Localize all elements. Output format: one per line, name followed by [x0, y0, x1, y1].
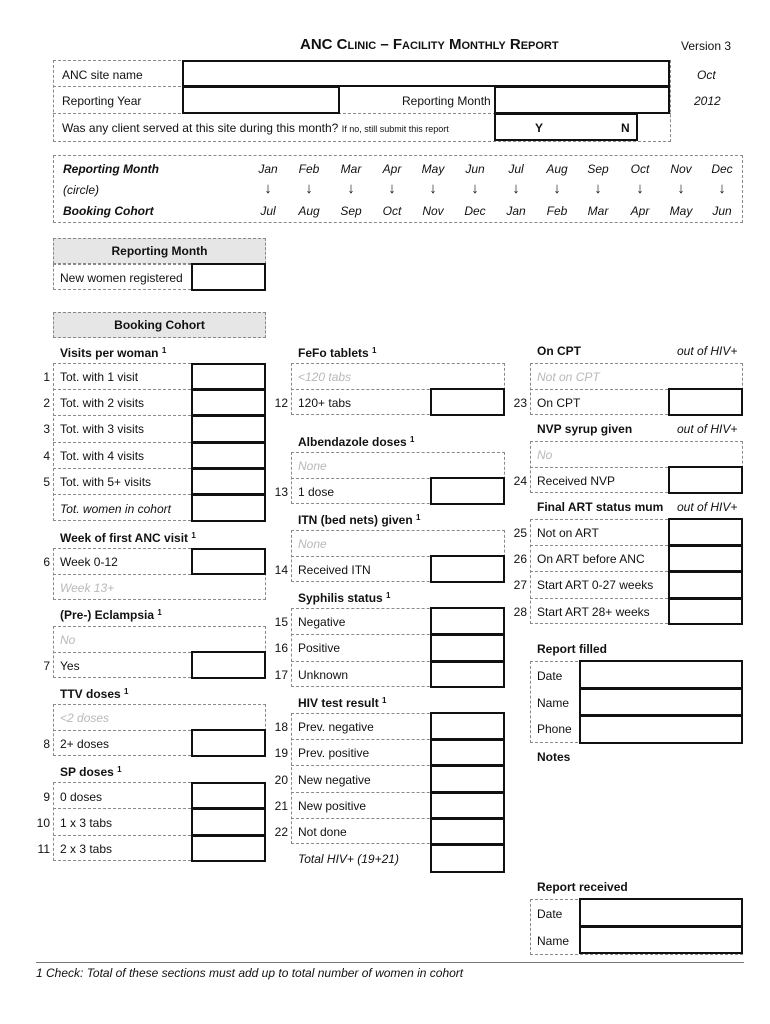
down-arrow-icon: ↓ [553, 180, 561, 197]
reporting-month-field[interactable] [494, 86, 670, 114]
albendazole-title: Albendazole doses $^1$ [298, 435, 415, 449]
down-arrow-icon: ↓ [429, 180, 437, 197]
visits-title: Visits per woman $^1$ [60, 346, 167, 360]
client-served-field[interactable] [494, 113, 638, 141]
visit-num-2: 2 [43, 396, 50, 410]
ttv-plus-label: 2+ doses [60, 737, 110, 751]
reporting-month-feb[interactable]: Feb [298, 162, 320, 176]
total-women-label: Tot. women in cohort [60, 502, 171, 516]
cohort-row-booking-cohort: Booking Cohort [63, 204, 154, 218]
fefo-plus-field[interactable] [430, 388, 505, 416]
visit-field-2[interactable] [191, 389, 266, 416]
visit-label-3: Tot. with 3 visits [60, 422, 145, 436]
reporting-month-sep[interactable]: Sep [587, 162, 609, 176]
nvp-num: 24 [513, 474, 527, 488]
reporting-month-nov[interactable]: Nov [670, 162, 692, 176]
down-arrow-icon: ↓ [718, 180, 726, 197]
art-num-2: 26 [513, 552, 527, 566]
nvp-out-of: out of HIV+ [677, 422, 738, 436]
cohort-month-sep: Sep [340, 204, 362, 218]
down-arrow-icon: ↓ [471, 180, 479, 197]
itn-received-field[interactable] [430, 555, 505, 583]
cpt-num: 23 [513, 396, 527, 410]
cohort-row-reporting-month: Reporting Month [63, 162, 159, 176]
hiv-field-1[interactable] [430, 712, 505, 740]
booking-cohort-header: Booking Cohort [53, 312, 266, 338]
new-women-label: New women registered [60, 271, 183, 285]
site-name-field[interactable] [182, 60, 670, 87]
art-field-3[interactable] [668, 571, 743, 599]
fefo-title: FeFo tablets $^1$ [298, 346, 377, 360]
reporting-month-jan[interactable]: Jan [258, 162, 278, 176]
itn-title: ITN (bed nets) given $^1$ [298, 513, 421, 527]
itn-received-label: Received ITN [298, 563, 371, 577]
ttv-plus-field[interactable] [191, 729, 266, 757]
date-year: 2012 [694, 94, 721, 108]
filled-phone-field[interactable] [579, 715, 743, 744]
sp-label-2: 1 x 3 tabs [60, 816, 113, 830]
fefo-num: 12 [274, 396, 288, 410]
syphilis-field-3[interactable] [430, 661, 505, 688]
albendazole-dose-field[interactable] [430, 477, 505, 505]
visit-label-1: Tot. with 1 visit [60, 370, 139, 384]
art-num-3: 27 [513, 578, 527, 592]
sp-num-2: 10 [36, 816, 50, 830]
reporting-year-field[interactable] [182, 86, 340, 114]
reporting-month-oct[interactable]: Oct [630, 162, 650, 176]
cpt-title: On CPT [537, 344, 581, 358]
art-num-1: 25 [513, 526, 527, 540]
down-arrow-icon: ↓ [264, 180, 272, 197]
received-name-label: Name [537, 934, 570, 948]
art-title: Final ART status mum [537, 500, 664, 514]
nvp-received-label: Received NVP [537, 474, 616, 488]
cpt-on-field[interactable] [668, 388, 743, 416]
hiv-num-2: 19 [274, 746, 288, 760]
sp-label-3: 2 x 3 tabs [60, 842, 113, 856]
hiv-title: HIV test result $^1$ [298, 696, 387, 710]
ttv-title: TTV doses $^1$ [60, 687, 129, 701]
sp-label-1: 0 doses [60, 790, 103, 804]
cohort-month-aug: Aug [298, 204, 320, 218]
visit-label-4: Tot. with 4 visits [60, 449, 145, 463]
reporting-month-jul[interactable]: Jul [508, 162, 524, 176]
albendazole-num: 13 [274, 485, 288, 499]
reporting-month-aug[interactable]: Aug [546, 162, 568, 176]
visit-field-4[interactable] [191, 442, 266, 469]
cohort-row-circle: (circle) [63, 183, 99, 197]
fefo-plus-label: 120+ tabs [298, 396, 352, 410]
syphilis-num-3: 17 [274, 668, 288, 682]
filled-date-label: Date [537, 669, 563, 683]
art-field-4[interactable] [668, 598, 743, 625]
visit-label-2: Tot. with 2 visits [60, 396, 145, 410]
hiv-total-label: Total HIV+ (19+21) [298, 852, 399, 866]
eclampsia-num: 7 [43, 659, 50, 673]
hiv-field-5[interactable] [430, 818, 505, 845]
syphilis-num-2: 16 [274, 641, 288, 655]
client-served-note: If no, still submit this report [341, 124, 449, 134]
cohort-month-dec: Dec [464, 204, 486, 218]
week-0-12-label: Week 0-12 [60, 555, 118, 569]
cohort-month-mar: Mar [587, 204, 609, 218]
nvp-no-label: No [537, 448, 553, 462]
hiv-label-4: New positive [298, 799, 367, 813]
eclampsia-title: (Pre-) Eclampsia $^1$ [60, 608, 162, 622]
ttv-less-label: <2 doses [60, 711, 110, 725]
visit-field-1[interactable] [191, 363, 266, 390]
cohort-month-jan: Jan [506, 204, 526, 218]
client-served-question: Was any client served at this site during this month? If no, still submit this report [62, 121, 449, 135]
sp-field-1[interactable] [191, 782, 266, 809]
fefo-less-label: <120 tabs [298, 370, 352, 384]
down-arrow-icon: ↓ [388, 180, 396, 197]
week-0-12-field[interactable] [191, 548, 266, 575]
reporting-month-header: Reporting Month [53, 238, 266, 264]
art-label-2: On ART before ANC [537, 552, 645, 566]
reporting-month-may[interactable]: May [421, 162, 445, 176]
hiv-num-4: 21 [274, 799, 288, 813]
ttv-num: 8 [43, 737, 50, 751]
filled-name-label: Name [537, 696, 570, 710]
down-arrow-icon: ↓ [347, 180, 355, 197]
art-label-1: Not on ART [537, 526, 599, 540]
reporting-month-label: Reporting Month [402, 94, 491, 108]
report-filled-title: Report filled [537, 642, 608, 656]
cohort-month-feb: Feb [546, 204, 568, 218]
sp-num-1: 9 [43, 790, 50, 804]
cohort-month-jul: Jul [260, 204, 276, 218]
hiv-total-field[interactable] [430, 844, 505, 873]
nvp-title: NVP syrup given [537, 422, 633, 436]
visit-num-5: 5 [43, 475, 50, 489]
week-title: Week of first ANC visit $^1$ [60, 531, 196, 545]
cohort-month-apr: Apr [630, 204, 650, 218]
client-served-yes[interactable]: Y [535, 121, 544, 135]
syphilis-label-2: Positive [298, 641, 341, 655]
filled-name-field[interactable] [579, 688, 743, 716]
syphilis-field-2[interactable] [430, 634, 505, 662]
syphilis-label-3: Unknown [298, 668, 349, 682]
art-num-4: 28 [513, 605, 527, 619]
date-month: Oct [697, 68, 716, 82]
footnote: 1 Check: Total of these sections must add up to total number of women in cohort [36, 966, 464, 980]
received-name-field[interactable] [579, 926, 743, 954]
report-received-title: Report received [537, 880, 628, 894]
hiv-label-2: Prev. positive [298, 746, 370, 760]
received-date-field[interactable] [579, 898, 743, 927]
eclampsia-no-label: No [60, 633, 76, 647]
version-label: Version 3 [681, 39, 732, 53]
visit-num-4: 4 [43, 449, 50, 463]
syphilis-num-1: 15 [274, 615, 288, 629]
new-women-field[interactable] [191, 263, 266, 291]
syphilis-title: Syphilis status $^1$ [298, 591, 391, 605]
visit-num-3: 3 [43, 422, 50, 436]
cohort-month-jun: Jun [712, 204, 732, 218]
art-label-3: Start ART 0-27 weeks [537, 578, 654, 592]
reporting-month-apr[interactable]: Apr [382, 162, 402, 176]
sp-title: SP doses $^1$ [60, 765, 122, 779]
report-title: ANC Clinic – Facility Monthly Report [300, 36, 559, 53]
hiv-label-3: New negative [298, 773, 371, 787]
visit-label-5: Tot. with 5+ visits [60, 475, 152, 489]
cpt-not-label: Not on CPT [537, 370, 600, 384]
cpt-out-of: out of HIV+ [677, 344, 738, 358]
reporting-month-dec[interactable]: Dec [711, 162, 733, 176]
week-num: 6 [43, 555, 50, 569]
footnote-divider [36, 962, 744, 963]
art-field-1[interactable] [668, 518, 743, 546]
down-arrow-icon: ↓ [594, 180, 602, 197]
eclampsia-yes-label: Yes [60, 659, 80, 673]
down-arrow-icon: ↓ [636, 180, 644, 197]
received-date-label: Date [537, 907, 563, 921]
notes-label: Notes [537, 750, 571, 764]
syphilis-field-1[interactable] [430, 607, 505, 635]
reporting-month-jun[interactable]: Jun [465, 162, 485, 176]
itn-none-label: None [298, 537, 327, 551]
hiv-label-5: Not done [298, 825, 347, 839]
site-name-label: ANC site name [62, 68, 143, 82]
itn-num: 14 [274, 563, 288, 577]
albendazole-none-label: None [298, 459, 327, 473]
hiv-field-4[interactable] [430, 792, 505, 819]
hiv-num-3: 20 [274, 773, 288, 787]
syphilis-label-1: Negative [298, 615, 346, 629]
hiv-label-1: Prev. negative [298, 720, 374, 734]
reporting-month-mar[interactable]: Mar [340, 162, 362, 176]
cohort-month-nov: Nov [422, 204, 444, 218]
visit-field-3[interactable] [191, 415, 266, 443]
reporting-year-label: Reporting Year [62, 94, 142, 108]
cohort-month-oct: Oct [382, 204, 402, 218]
client-served-no[interactable]: N [621, 121, 630, 135]
total-women-field[interactable] [191, 494, 266, 522]
hiv-num-5: 22 [274, 825, 288, 839]
art-field-2[interactable] [668, 545, 743, 572]
filled-date-field[interactable] [579, 660, 743, 689]
hiv-num-1: 18 [274, 720, 288, 734]
nvp-received-field[interactable] [668, 466, 743, 494]
down-arrow-icon: ↓ [677, 180, 685, 197]
visit-num-1: 1 [43, 370, 50, 384]
filled-phone-label: Phone [537, 722, 572, 736]
cpt-on-label: On CPT [537, 396, 581, 410]
down-arrow-icon: ↓ [305, 180, 313, 197]
eclampsia-yes-field[interactable] [191, 651, 266, 679]
art-label-4: Start ART 28+ weeks [537, 605, 650, 619]
visit-field-5[interactable] [191, 468, 266, 495]
art-out-of: out of HIV+ [677, 500, 738, 514]
down-arrow-icon: ↓ [512, 180, 520, 197]
sp-num-3: 11 [37, 842, 50, 856]
sp-field-2[interactable] [191, 808, 266, 836]
albendazole-dose-label: 1 dose [298, 485, 335, 499]
hiv-field-3[interactable] [430, 765, 505, 793]
hiv-field-2[interactable] [430, 739, 505, 766]
sp-field-3[interactable] [191, 835, 266, 862]
cohort-month-may: May [669, 204, 693, 218]
week-13-label: Week 13+ [60, 581, 115, 595]
